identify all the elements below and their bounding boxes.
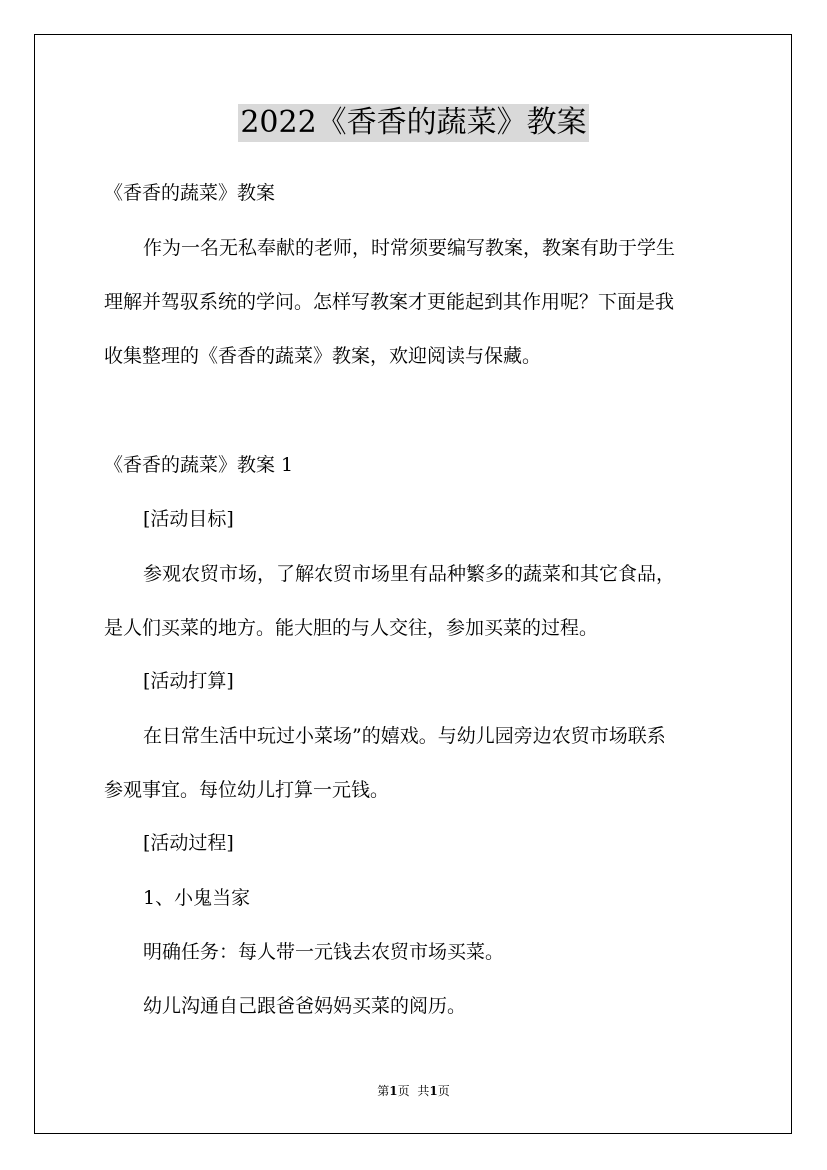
goal-text-line-1: 参观农贸市场，了解农贸市场里有品种繁多的蔬菜和其它食品，	[143, 563, 676, 585]
section1-heading: 《香香的蔬菜》教案 1	[104, 454, 294, 476]
footer-page-number: 1	[389, 1084, 398, 1098]
footer-total-suffix: 页	[437, 1084, 450, 1098]
page-footer	[0, 1083, 827, 1099]
goal-text-line-2: 是人们买菜的地方。能大胆的与人交往，参加买菜的过程。	[104, 617, 599, 639]
prep-text-line-2: 参观事宜。每位幼儿打算一元钱。	[104, 779, 390, 801]
prep-text-line-1: 在日常生活中玩过小菜场”的嬉戏。与幼儿园旁边农贸市场联系	[143, 725, 666, 747]
footer-total-prefix: 共	[417, 1084, 430, 1098]
document-title: 2022《香香的蔬菜》教案	[240, 105, 587, 140]
step1-heading: 1、小鬼当家	[143, 887, 251, 909]
task-text: 明确任务：每人带一元钱去农贸市场买菜。	[143, 941, 505, 963]
intro-line-2: 理解并驾驭系统的学问。怎样写教案才更能起到其作用呢？下面是我	[104, 291, 675, 313]
intro-line-3: 收集整理的《香香的蔬菜》教案，欢迎阅读与保藏。	[104, 345, 542, 367]
share-text: 幼儿沟通自己跟爸爸妈妈买菜的阅历。	[143, 995, 467, 1017]
title-container	[0, 104, 827, 142]
document-subtitle: 《香香的蔬菜》教案	[104, 182, 276, 204]
footer-page-suffix: 页	[397, 1084, 410, 1098]
goal-heading: [活动目标]	[143, 508, 234, 530]
process-heading: [活动过程]	[143, 832, 234, 854]
footer-page-prefix: 第	[377, 1084, 390, 1098]
prep-heading: [活动打算]	[143, 670, 234, 692]
intro-line-1: 作为一名无私奉献的老师，时常须要编写教案，教案有助于学生	[143, 237, 676, 259]
footer-total-number: 1	[429, 1084, 438, 1098]
